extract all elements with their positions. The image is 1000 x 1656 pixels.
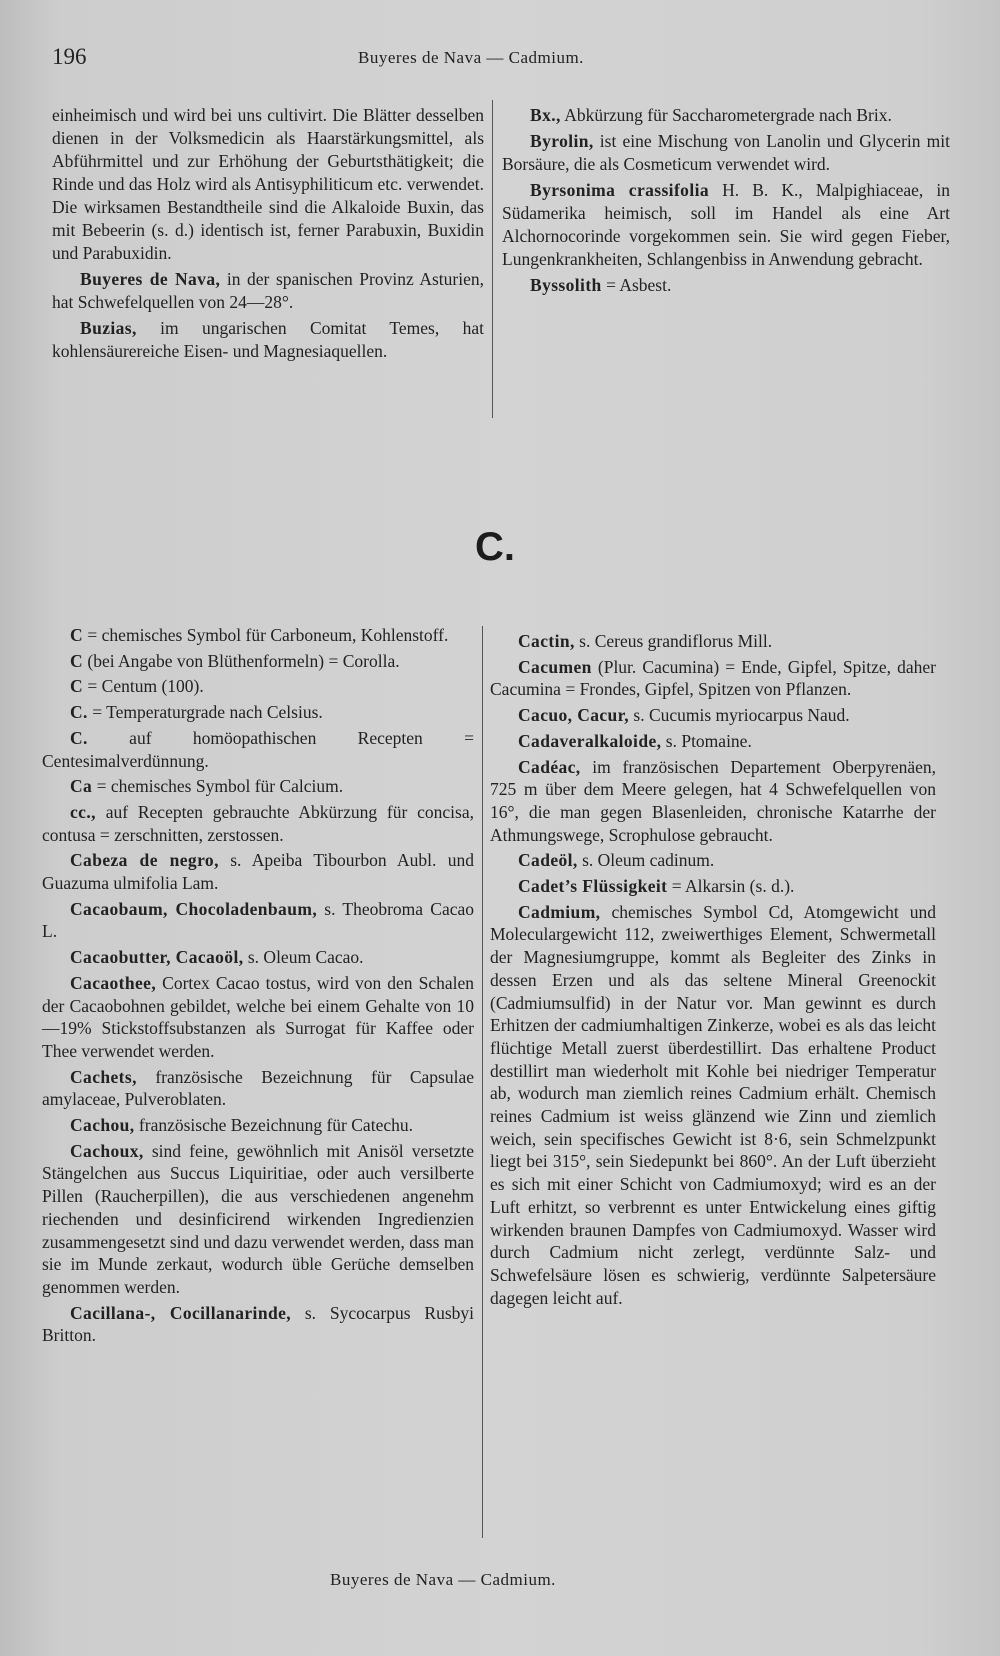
section-letter: C.	[475, 525, 515, 569]
dictionary-entry	[42, 946, 474, 969]
entry-term: Cadéac,	[518, 756, 581, 777]
dictionary-entry	[502, 130, 950, 176]
entry-text: = Asbest.	[601, 275, 672, 295]
entry-text: = Centum (100).	[83, 676, 204, 697]
entry-text: s. Apeiba Tibourbon Aubl. und Guazuma ulmifolia Lam.	[42, 850, 474, 894]
entry-term: Byssolith	[530, 275, 602, 295]
dictionary-entry	[42, 650, 474, 673]
top-left-column	[52, 104, 484, 366]
dictionary-entry	[502, 274, 950, 297]
entry-text: = chemisches Symbol für Calcium.	[92, 776, 344, 797]
dictionary-entry	[490, 730, 936, 753]
dictionary-entry	[42, 775, 474, 798]
entry-term: Byrsonima crassifolia	[530, 180, 710, 200]
entry-term: Byrolin,	[530, 131, 594, 151]
dictionary-entry	[42, 624, 474, 647]
dictionary-entry	[42, 1140, 474, 1299]
entry-text: auf homöopathischen Recepten = Centesimalverdünnung.	[42, 727, 474, 771]
entry-text: s. Sycocarpus Rusbyi Britton.	[42, 1302, 474, 1346]
dictionary-entry	[490, 630, 936, 653]
entry-text: chemisches Symbol Cd, Atomgewicht und Moleculargewicht 112, zweiwerthiges Element, Schwermetall der Magnesiumgruppe, kommt als Begleiter des Zinks in dessen Erzen und als das seltene Mineral Greenockit (Cadmiumsulfid) in der Natur vor. Man gewinnt es durch Erhitzen der cadmiumhaltigen Zinkerze, wobei es als das leicht flüchtige Metall zuerst überdestillirt. Das erhaltene Product destillirt man wiederholt mit Kohle bei niedriger Temperatur ab, wodurch man ziemlich reines Cadmium erhält. Chemisch reines Cadmium ist weiss glänzend wie Zinn und ziemlich weich, sein specifisches Gewicht ist 8·6, sein Schmelzpunkt liegt bei 315°, sein Siedepunkt bei 860°. An der Luft überzieht es sich mit einer Schicht von Cadmiumoxyd; wird es an der Luft erhitzt, so verbrennt es unter Entwickelung eines giftig wirkenden braunen Dampfes von Cadmiumoxyd. Wasser wird durch Cadmium nicht zerlegt, verdünnte Salz- und Schwefelsäure lösen es schwierig, verdünnte Salpetersäure dagegen leicht auf.	[490, 901, 936, 1308]
entry-text: s. Oleum cadinum.	[577, 850, 715, 871]
entry-text: (Plur. Cacumina) = Ende, Gipfel, Spitze, daher Cacumina = Frondes, Gipfel, Spitzen von Pflanzen.	[490, 656, 936, 700]
entry-text: einheimisch und wird bei uns cultivirt. Die Blätter desselben dienen in der Volksmedicin als Haarstärkungsmittel, als Abführmittel und zur Erhöhung der Geburtsthätigkeit; die Rinde und das Holz wird als Antisyphiliticum etc. verwendet. Die wirksamen Bestandtheile sind die Alkaloide Buxin, das mit Bebeerin (s. d.) identisch ist, ferner Parabuxin, Buxidin und Parabuxidin.	[52, 105, 484, 263]
entry-text: = chemisches Symbol für Carboneum, Kohlenstoff.	[83, 625, 449, 645]
entry-text: im französischen Departement Oberpyrenäen, 725 m über dem Meere gelegen, hat 4 Schwefelquellen von 16°, die man gegen Blasenleiden, chronische Katarrhe der Athmungswege, Scrophulose gebraucht.	[490, 756, 936, 845]
dictionary-entry	[52, 268, 484, 314]
dictionary-entry	[42, 898, 474, 943]
dictionary-entry	[52, 104, 484, 265]
entry-text: französische Bezeichnung für Capsulae amylaceae, Pulveroblaten.	[42, 1066, 474, 1110]
entry-text: ist eine Mischung von Lanolin und Glycerin mit Borsäure, die als Cosmeticum verwendet wird.	[502, 131, 950, 174]
dictionary-entry	[42, 972, 474, 1063]
entry-term: Cacuo, Cacur,	[518, 705, 630, 726]
entry-term: Cadeöl,	[518, 850, 578, 871]
entry-term: Cacillana-, Cocillanarinde,	[70, 1302, 292, 1323]
entry-text: in der spanischen Provinz Asturien, hat Schwefelquellen von 24—28°.	[52, 269, 484, 312]
entry-term: C	[70, 625, 84, 645]
entry-text: französische Bezeichnung für Catechu.	[134, 1115, 413, 1136]
entry-term: Ca	[70, 776, 93, 797]
entry-term: Cacaobutter, Cacaoöl,	[70, 947, 244, 968]
dictionary-entry	[490, 656, 936, 701]
top-right-column	[502, 104, 950, 300]
page-header	[52, 44, 960, 74]
entry-text: (bei Angabe von Blüthenformeln) = Corolla.	[83, 650, 400, 671]
dictionary-entry	[42, 1302, 474, 1347]
entry-text: = Temperaturgrade nach Celsius.	[87, 702, 323, 723]
entry-term: C.	[70, 727, 88, 748]
entry-term: cc.,	[70, 801, 96, 822]
page-number: 196	[52, 44, 87, 69]
bottom-right-column	[490, 630, 936, 1312]
bottom-left-column	[42, 624, 474, 1350]
entry-term: Buyeres de Nava,	[80, 269, 221, 289]
entry-text: s. Oleum Cacao.	[243, 947, 364, 968]
running-head: Buyeres de Nava — Cadmium.	[358, 48, 584, 67]
entry-term: Cachets,	[70, 1066, 137, 1087]
dictionary-entry	[490, 704, 936, 727]
entry-text: H. B. K., Malpighiaceae, in Südamerika heimisch, soll im Handel als eine Art Alchornocorinde vorgekommen sein. Sie wird gegen Fieber, Lungenkrankheiten, Schlangenbiss in Anwendung gebracht.	[502, 180, 950, 269]
entry-text: sind feine, gewöhnlich mit Anisöl versetzte Stängelchen aus Succus Liquiritiae, oder auch versilberte Pillen (Raucherpillen), die aus verschiedenen angenehm riechenden und desinficirend wirkenden Ingredienzien zusammengesetzt sind und dazu verwendet werden, dass man sie im Munde zerkaut, wodurch üble Gerüche demselben genommen werden.	[42, 1140, 474, 1297]
entry-term: Buzias,	[80, 318, 137, 338]
entry-term: Cachou,	[70, 1115, 135, 1136]
entry-text: s. Cereus grandiflorus Mill.	[574, 631, 773, 651]
dictionary-entry	[42, 801, 474, 846]
entry-term: Bx.,	[530, 105, 561, 125]
dictionary-entry	[42, 675, 474, 698]
dictionary-entry	[42, 701, 474, 724]
dictionary-entry	[42, 1114, 474, 1137]
entry-text: s. Cucumis myriocarpus Naud.	[629, 705, 850, 726]
entry-term: Cachoux,	[70, 1140, 144, 1161]
dictionary-entry	[490, 875, 936, 898]
entry-text: s. Theobroma Cacao L.	[42, 898, 474, 942]
dictionary-entry	[490, 756, 936, 847]
entry-term: Cabeza de negro,	[70, 850, 219, 871]
entry-text: s. Ptomaine.	[661, 730, 752, 751]
entry-text: Cortex Cacao tostus, wird von den Schalen der Cacaobohnen gebildet, welche bei einem Gehalte von 10—19% Stickstoffsubstanzen als Surrogat für Kaffee oder Thee verwendet werden.	[42, 972, 474, 1061]
entry-text: im ungarischen Comitat Temes, hat kohlensäurereiche Eisen- und Magnesiaquellen.	[52, 318, 484, 361]
entry-term: Cadmium,	[518, 901, 601, 922]
dictionary-entry	[502, 179, 950, 271]
column-divider-top	[492, 100, 493, 418]
entry-term: C	[70, 650, 84, 671]
dictionary-entry	[42, 1066, 474, 1111]
column-divider-bottom	[482, 626, 483, 1538]
page-footer: Buyeres de Nava — Cadmium.	[330, 1570, 556, 1589]
entry-term: C	[70, 676, 84, 697]
entry-term: Cacaobaum, Chocoladenbaum,	[70, 898, 318, 919]
dictionary-entry	[490, 849, 936, 872]
dictionary-entry	[502, 104, 950, 127]
entry-text: = Alkarsin (s. d.).	[667, 876, 795, 897]
entry-text: auf Recepten gebrauchte Abkürzung für concisa, contusa = zerschnitten, zerstossen.	[42, 801, 474, 845]
dictionary-entry	[52, 317, 484, 363]
entry-term: C.	[70, 702, 88, 723]
entry-term: Cacumen	[518, 656, 592, 677]
entry-term: Cactin,	[518, 631, 575, 651]
dictionary-entry	[490, 901, 936, 1310]
entry-text: Abkürzung für Saccharometergrade nach Brix.	[560, 105, 892, 125]
dictionary-entry	[42, 727, 474, 772]
entry-term: Cacaothee,	[70, 972, 157, 993]
entry-term: Cadet’s Flüssigkeit	[518, 876, 668, 897]
entry-term: Cadaveralkaloide,	[518, 730, 662, 751]
dictionary-entry	[42, 849, 474, 894]
